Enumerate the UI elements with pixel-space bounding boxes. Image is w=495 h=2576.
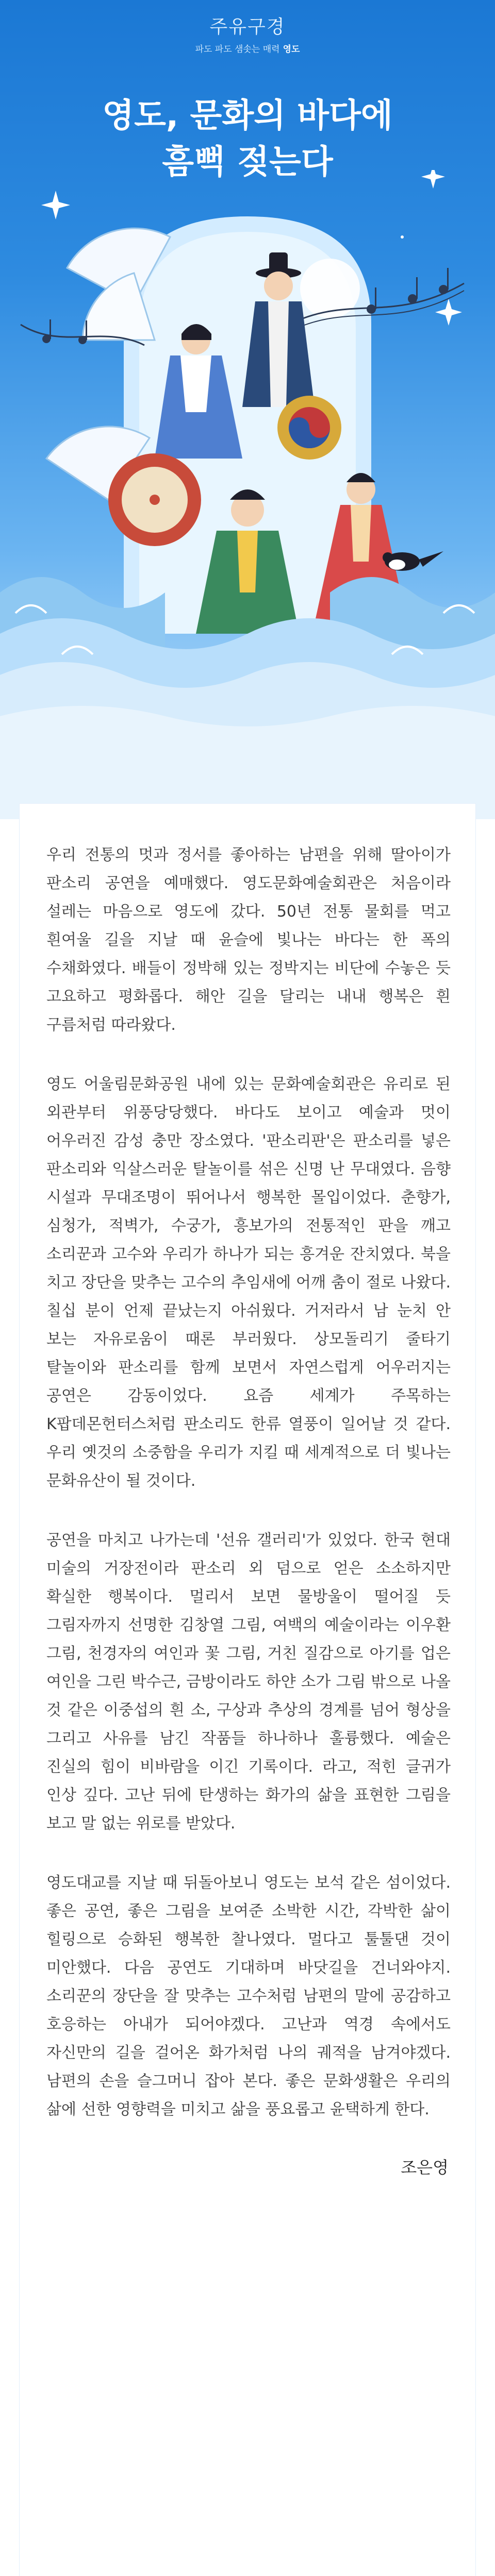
logo-title: 주유구경 <box>209 16 286 38</box>
title-line-2: 흠뻑 젖는다 <box>162 143 333 181</box>
title-line-1: 영도, 문화의 바다에 <box>102 97 393 135</box>
article-paragraph: 우리 전통의 멋과 정서를 좋아하는 남편을 위해 딸아이가 판소리 공연을 예매했다. 영도문화예술회관은 처음이라 설레는 마음으로 영도에 갔다. 50년 전통 물회를 먹고 흰여울 길을 지날 때 윤슬에 빛나는 바다는 한 폭의 수채화였다. 배들이 정박해 있는 정박지는 비단에 수놓은 듯 고요하고 평화롭다. 해안 길을 달리는 내내 행복은 흰 구름처럼 따라왔다. <box>46 846 451 1034</box>
article-paragraph: 공연을 마치고 나가는데 '선유 갤러리'가 있었다. 한국 현대 미술의 거장전이라 판소리 외 덤으로 얻은 소소하지만 확실한 행복이다. 멀리서 보면 물방울이 떨어질 듯 그림자까지 선명한 김창열 그림, 여백의 예술이라는 이우환 그림, 천경자의 여인과 꽃 그림, 거친 질감으로 아기를 업은 여인을 그린 박수근, 금방이라도 하얀 소가 그림 밖으로 나올 것 같은 이중섭의 흰 소, 구상과 추상의 경계를 넘어 형상을 그리고 사유를 남긴 작품들 하나하나 훌륭했다. 예술은 진실의 힘이 비바람을 이긴 기록이다. 라고, 적힌 글귀가 인상 깊다. 고난 뒤에 탄생하는 화가의 삶을 표현한 그림을 보고 말 없는 위로를 받았다. <box>46 1531 451 1833</box>
series-logo <box>0 12 495 55</box>
logo-tagline <box>0 42 495 55</box>
sparkle-icon <box>41 191 70 219</box>
logo-tagline-text: 파도 파도 샘솟는 매력 <box>195 44 280 55</box>
logo-brand: 영도 <box>283 44 300 55</box>
article-paragraph: 영도 어울림문화공원 내에 있는 문화예술회관은 유리로 된 외관부터 위풍당당했다. 바다도 보이고 예술과 멋이 어우러진 감성 충만 장소였다. '판소리판'은 판소리를 넣은 판소리와 익살스러운 탈놀이를 섞은 신명 난 무대였다. 음향 시설과 무대조명이 뛰어나서 행복한 몰입이었다. 춘향가, 심청가, 적벽가, 수궁가, 흥보가의 전통적인 판을 깨고 소리꾼과 고수와 우리가 하나가 되는 흥겨운 잔치였다. 북을 치고 장단을 맞추는 고수의 추임새에 어깨 춤이 절로 나왔다. 칠십 분이 언제 끝났는지 아쉬웠다. 거저라서 남 눈치 안 보는 자유로움이 때론 부러웠다. 상모돌리기 줄타기 탈놀이와 판소리를 함께 보면서 자연스럽게 어우러지는 공연은 감동이었다. 요즘 세계가 주목하는 K팝데몬헌터스처럼 판소리도 한류 열풍이 일어날 것 같다. 우리 옛것의 소중함을 우리가 지킬 때 세계적으로 더 빛나는 문화유산이 될 것이다. <box>46 1075 451 1490</box>
performance-illustration <box>0 170 495 819</box>
hero-section <box>0 0 495 783</box>
author-name: 조은영 <box>401 2158 449 2177</box>
article-paragraph: 영도대교를 지날 때 뒤돌아보니 영도는 보석 같은 섬이었다. 좋은 공연, 좋은 그림을 보여준 소박한 시간, 각박한 삶이 힐링으로 승화된 행복한 찰나였다. 멀다고 툴툴댄 것이 미안했다. 다음 공연도 기대하며 바닷길을 건너와야지. 소리꾼의 장단을 잘 맞추는 고수처럼 남편의 말에 공감하고 호응하는 아내가 되어야겠다. 고난과 역경 속에서도 자신만의 길을 걸어온 화가처럼 나의 궤적을 남겨야겠다. 남편의 손을 슬그머니 잡아 본다. 좋은 문화생활은 우리의 삶에 선한 영향력을 미치고 삶을 풍요롭고 윤택하게 한다. <box>46 1874 451 2119</box>
sparkle-icon <box>421 170 445 189</box>
magpie-icon <box>383 551 443 571</box>
drum-icon <box>108 453 201 546</box>
gong-icon <box>277 396 341 460</box>
article-card <box>20 804 475 2576</box>
